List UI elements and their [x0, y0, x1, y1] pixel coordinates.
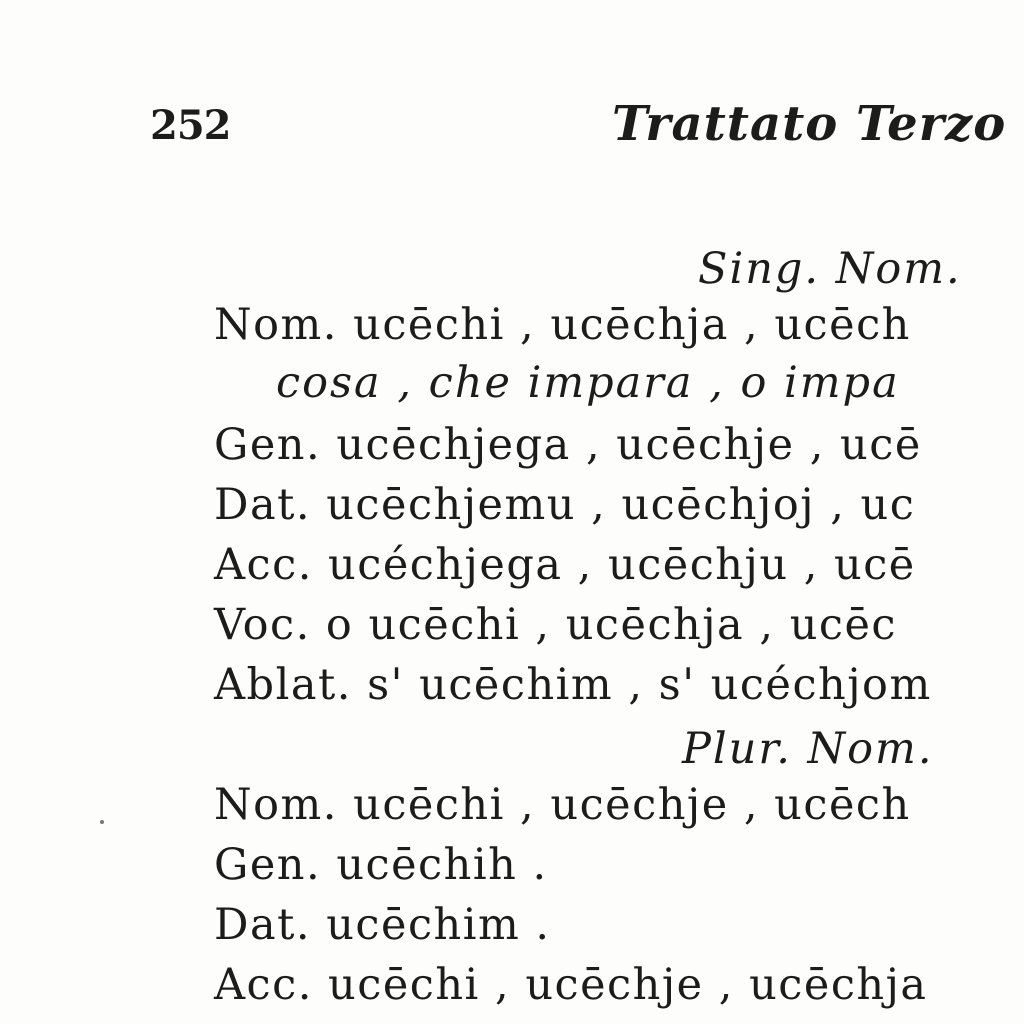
singular-gen-line: Gen. ucēchjega , ucēchje , ucē [214, 420, 922, 470]
singular-heading: Sing. Nom. [698, 244, 962, 294]
plural-dat-line: Dat. ucēchim . [214, 900, 551, 950]
ink-speck [100, 820, 104, 824]
singular-dat-line: Dat. ucēchjemu , ucēchjoj , uc [214, 480, 916, 530]
singular-acc-line: Acc. ucéchjega , ucēchju , ucē [214, 540, 916, 590]
plural-acc-line: Acc. ucēchi , ucēchje , ucēchja [214, 960, 928, 1010]
plural-gen-line: Gen. ucēchih . [214, 840, 548, 890]
running-title: Trattato Terzo [612, 96, 1007, 152]
plural-nom-line: Nom. ucēchi , ucēchje , ucēch [214, 780, 911, 830]
page-number: 252 [150, 102, 231, 149]
singular-voc-line: Voc. o ucēchi , ucēchja , ucēc [214, 600, 898, 650]
plural-heading: Plur. Nom. [682, 724, 934, 774]
singular-ablat-line: Ablat. s' ucēchim , s' ucéchjom [214, 660, 932, 710]
gloss-line: cosa , che impara , o impa [276, 358, 900, 408]
singular-nom-line: Nom. ucēchi , ucēchja , ucēch [214, 300, 911, 350]
